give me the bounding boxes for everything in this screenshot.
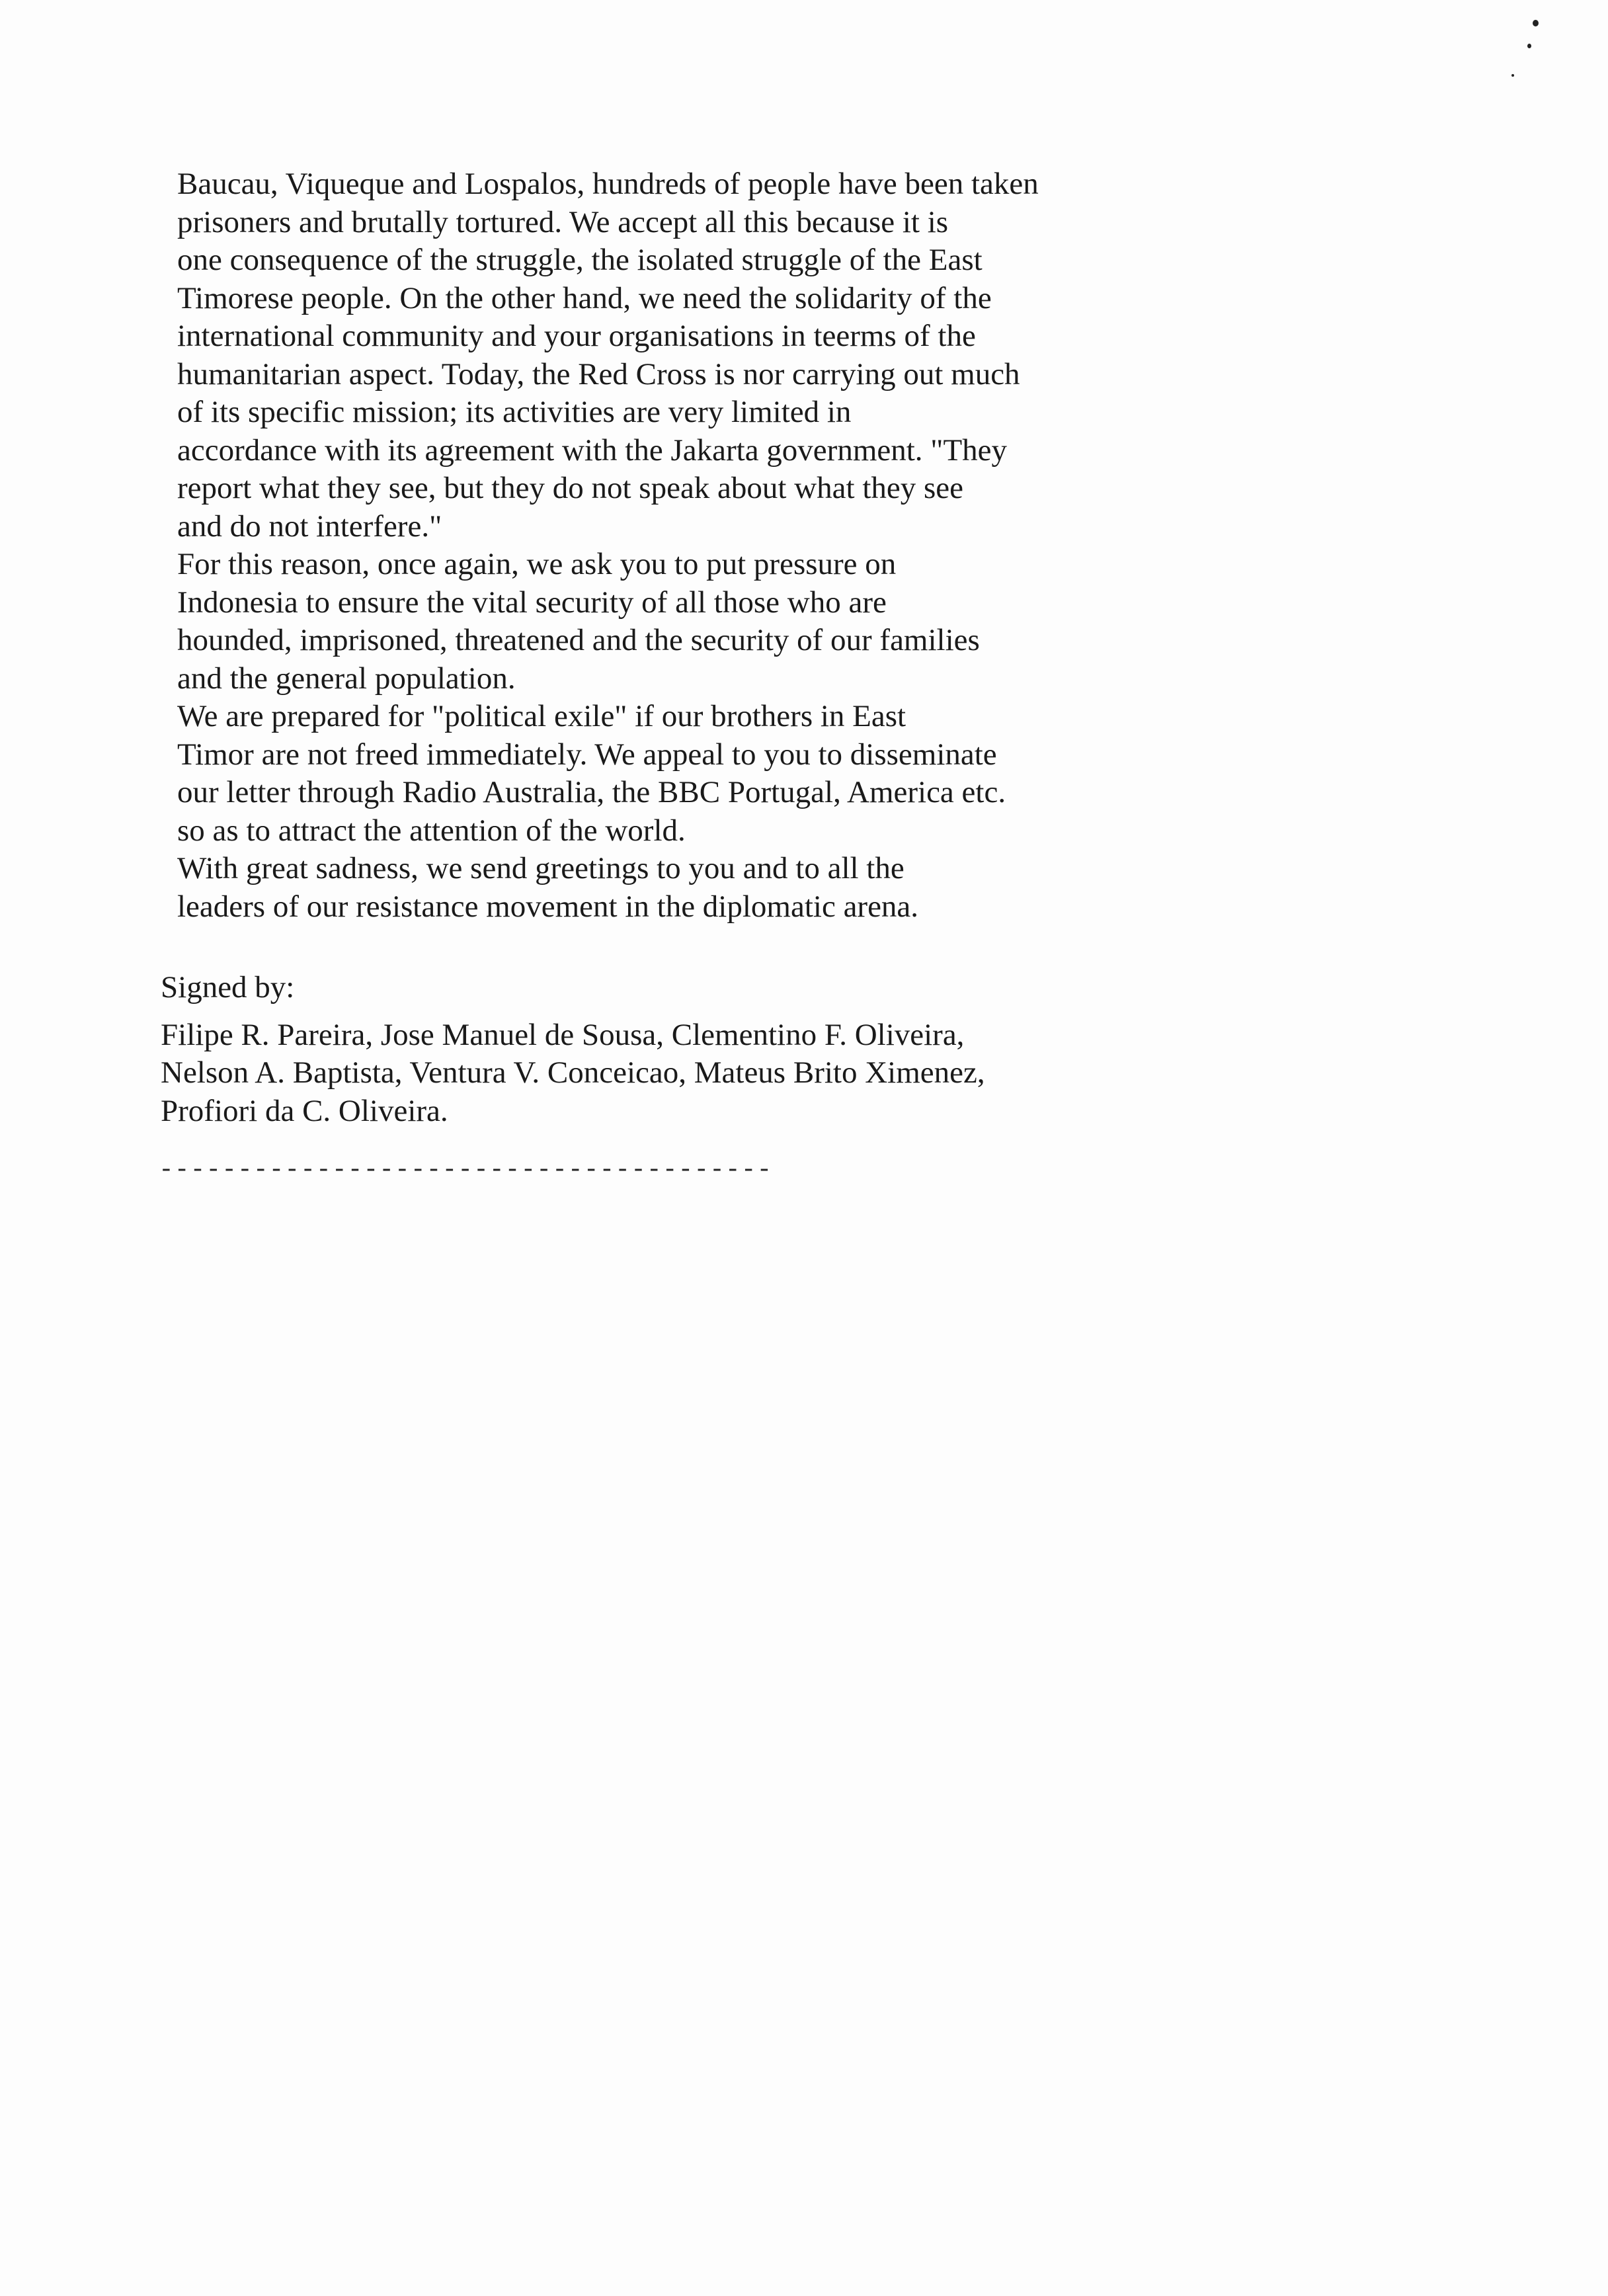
body-line: humanitarian aspect. Today, the Red Cross is nor carrying out much: [177, 356, 1020, 391]
body-line: one consequence of the struggle, the isolated struggle of the East: [177, 243, 983, 277]
body-line: With great sadness, we send greetings to you and to all the: [177, 851, 904, 885]
body-line: so as to attract the attention of the world.: [177, 813, 686, 848]
body-line: hounded, imprisoned, threatened and the security of our families: [177, 623, 980, 657]
body-line: leaders of our resistance movement in the diplomatic arena.: [177, 889, 919, 924]
body-line: For this reason, once again, we ask you to put pressure on: [177, 547, 897, 581]
letter-body: [177, 165, 1156, 926]
scan-speck: [1527, 44, 1531, 48]
signed-by-label: Signed by:: [161, 970, 295, 1004]
body-line: and do not interfere.": [177, 509, 442, 544]
scan-speck: [1511, 74, 1514, 77]
signatory-line: Profiori da C. Oliveira.: [161, 1093, 448, 1128]
signatory-line: Nelson A. Baptista, Ventura V. Conceicao, Mateus Brito Ximenez,: [161, 1055, 985, 1090]
body-line: accordance with its agreement with the Jakarta government. "They: [177, 432, 1008, 468]
body-line: of its specific mission; its activities are very limited in: [177, 395, 852, 429]
scan-speck: [1533, 20, 1539, 26]
signatory-line: Filipe R. Pareira, Jose Manuel de Sousa, Clementino F. Oliveira,: [161, 1017, 965, 1052]
body-line: report what they see, but they do not speak about what they see: [177, 471, 964, 505]
body-line: our letter through Radio Australia, the BBC Portugal, America etc.: [177, 775, 1006, 809]
body-line: Baucau, Viqueque and Lospalos, hundreds of people have been taken: [177, 167, 1039, 201]
signatures-block: [161, 969, 1139, 1130]
closing-dashed-rule: ---------------------------------------: [159, 1156, 773, 1184]
body-line: prisoners and brutally tortured. We accept all this because it is: [177, 204, 949, 239]
body-line: international community and your organisations in teerms of the: [177, 319, 976, 353]
body-line: Timorese people. On the other hand, we need the solidarity of the: [177, 280, 992, 315]
body-line: We are prepared for "political exile" if our brothers in East: [177, 699, 906, 733]
body-line: and the general population.: [177, 661, 516, 696]
body-line: Indonesia to ensure the vital security of all those who are: [177, 585, 887, 620]
body-line: Timor are not freed immediately. We appeal to you to disseminate: [177, 737, 997, 772]
